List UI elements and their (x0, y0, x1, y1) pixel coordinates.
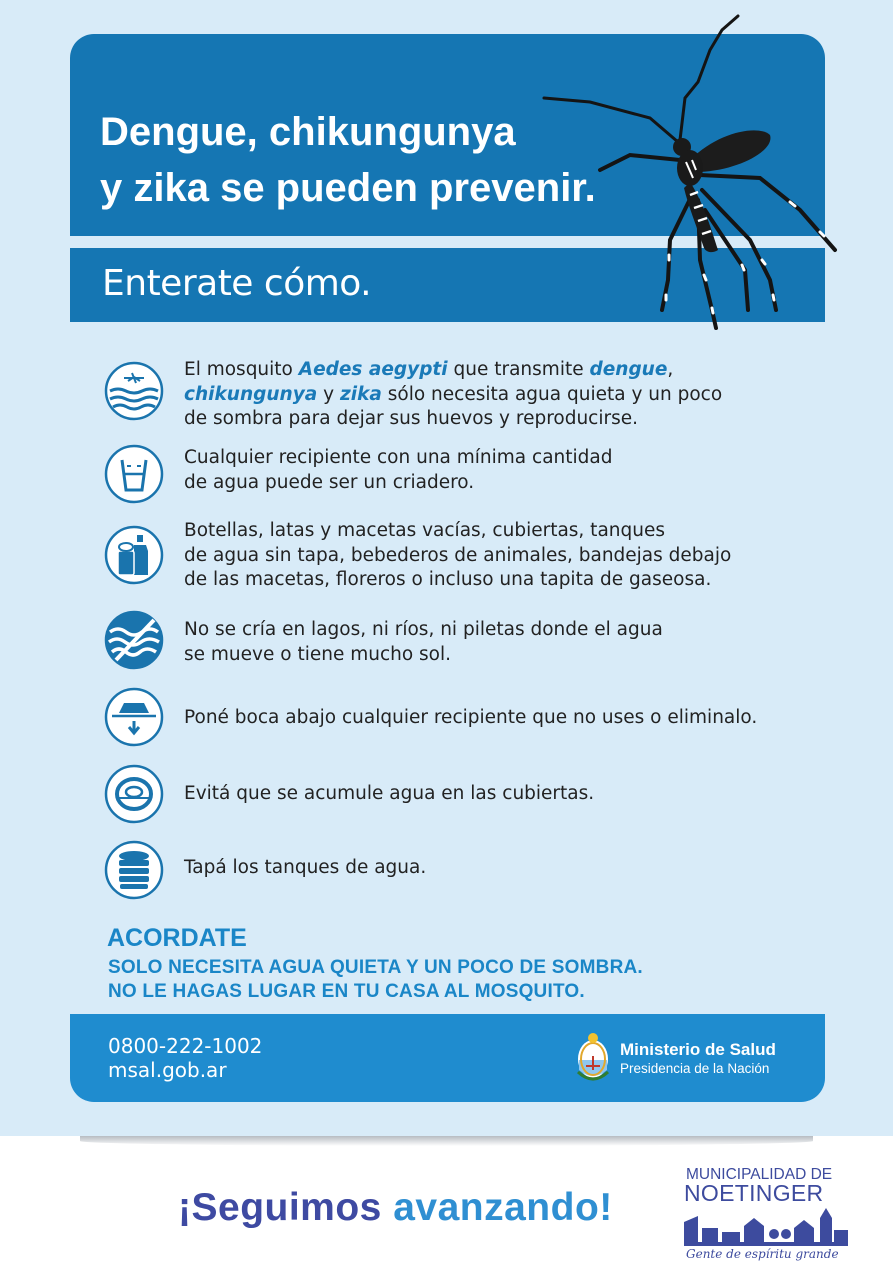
item-text-4 (184, 618, 663, 667)
text-segment: se mueve o tiene mucho sol. (184, 643, 452, 665)
poster-shadow (80, 1136, 813, 1146)
item-text-1 (184, 358, 722, 432)
tire-icon (104, 764, 164, 824)
text-segment: Cualquier recipiente con una mínima cantidad (184, 447, 613, 468)
glass-water-icon (104, 444, 164, 504)
text-segment: El mosquito (184, 359, 299, 380)
text-segment: Tapá los tanques de agua. (184, 857, 427, 878)
text-segment: que transmite (447, 359, 590, 380)
bottle-can-icon (104, 525, 164, 585)
slogan (178, 1186, 613, 1230)
ministry-name: Ministerio de Salud (620, 1040, 776, 1059)
item-text-5 (184, 706, 757, 731)
town-skyline-icon (684, 1206, 848, 1246)
no-waves-icon (104, 610, 164, 670)
container-upside-down-icon (104, 687, 164, 747)
text-segment: de agua puede ser un criadero. (184, 471, 475, 493)
text-segment: , (667, 359, 674, 380)
text-segment: de sombra para dejar sus huevos y reproducirse. (184, 408, 638, 429)
phone-number: 0800-222-1002 (108, 1034, 263, 1058)
municipality-tagline: Gente de espíritu grande (686, 1247, 839, 1261)
slogan-part-1: ¡Seguimos (178, 1186, 382, 1229)
national-shield-icon (574, 1026, 612, 1086)
text-segment: sólo necesita agua quieta y un poco (381, 383, 723, 405)
text-segment: y (317, 383, 340, 405)
poster-subtitle: Enterate cómo. (102, 263, 372, 304)
municipality-name: NOETINGER (684, 1180, 824, 1206)
presidency-name: Presidencia de la Nación (620, 1061, 770, 1076)
highlight-term: dengue (589, 359, 668, 380)
text-segment: No se cría en lagos, ni ríos, ni piletas donde el agua (184, 619, 663, 640)
item-text-3 (184, 519, 731, 593)
mosquito-illustration (530, 10, 850, 340)
water-tank-icon (104, 840, 164, 900)
text-segment: de las macetas, floreros o incluso una tapita de gaseosa. (184, 569, 712, 590)
text-segment: Evitá que se acumule agua en las cubiertas. (184, 783, 595, 804)
item-text-6 (184, 782, 594, 807)
item-text-7 (184, 856, 426, 881)
mosquito-water-icon (104, 361, 164, 421)
website-link: msal.gob.ar (108, 1058, 227, 1082)
highlight-term: Aedes aegypti (298, 359, 448, 380)
text-segment: Poné boca abajo cualquier recipiente que no uses o eliminalo. (184, 707, 758, 728)
highlight-term: chikungunya (184, 383, 318, 405)
reminder-line-2: NO LE HAGAS LUGAR EN TU CASA AL MOSQUITO. (108, 981, 585, 1002)
item-text-2 (184, 446, 612, 495)
text-segment: de agua sin tapa, bebederos de animales, bandejas debajo (184, 544, 732, 566)
slogan-part-2: avanzando! (393, 1186, 613, 1229)
title-line-1: Dengue, chikungunya (100, 110, 516, 154)
text-segment: Botellas, latas y macetas vacías, cubiertas, tanques (184, 520, 665, 541)
highlight-term: zika (339, 383, 382, 405)
reminder-title: ACORDATE (107, 924, 247, 952)
municipality-label: MUNICIPALIDAD DE (686, 1166, 833, 1183)
reminder-line-1: SOLO NECESITA AGUA QUIETA Y UN POCO DE SOMBRA. (108, 957, 643, 978)
title-line-2: y zika se pueden prevenir. (100, 166, 596, 210)
